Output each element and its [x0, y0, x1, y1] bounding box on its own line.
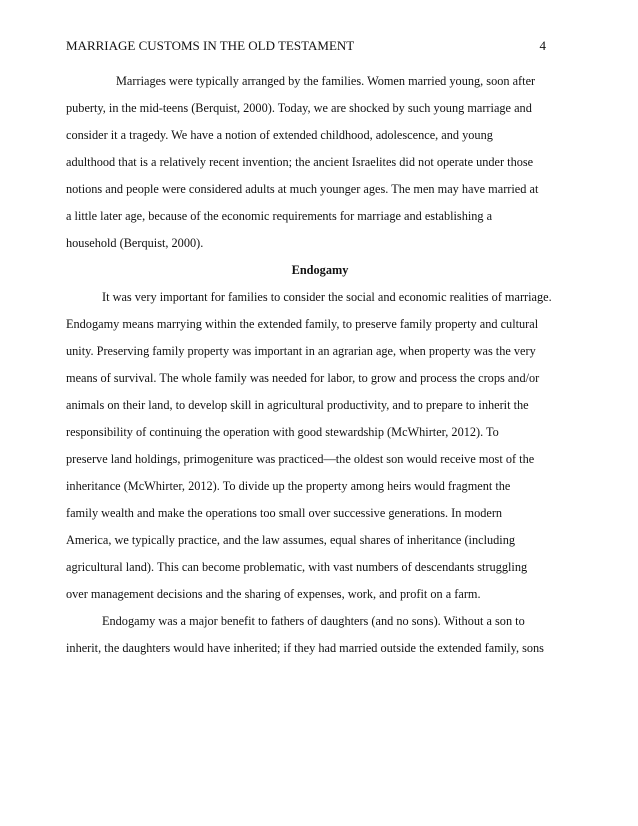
paragraph-2	[66, 284, 574, 608]
text-line: notions and people were considered adults at much younger ages. The men may have married at	[66, 182, 539, 196]
text-line: family wealth and make the operations too small over successive generations. In modern	[66, 506, 503, 520]
text-line: over management decisions and the sharing of expenses, work, and profit on a farm.	[66, 587, 481, 601]
text-line: Marriages were typically arranged by the families. Women married young, soon after	[116, 74, 536, 88]
text-line: adulthood that is a relatively recent invention; the ancient Israelites did not operate under those	[66, 155, 534, 169]
text-line: agricultural land). This can become problematic, with vast numbers of descendants struggling	[66, 560, 528, 574]
text-line: consider it a tragedy. We have a notion of extended childhood, adolescence, and young	[66, 128, 493, 142]
text-line: Endogamy was a major benefit to fathers of daughters (and no sons). Without a son to	[102, 614, 525, 628]
running-head: MARRIAGE CUSTOMS IN THE OLD TESTAMENT	[66, 38, 355, 53]
text-line: Endogamy means marrying within the extended family, to preserve family property and cultural	[66, 317, 539, 331]
text-line: animals on their land, to develop skill in agricultural productivity, and to prepare to inherit the	[66, 398, 529, 412]
text-line: a little later age, because of the economic requirements for marriage and establishing a	[66, 209, 493, 223]
text-line: inheritance (McWhirter, 2012). To divide up the property among heirs would fragment the	[66, 479, 511, 493]
text-line: household (Berquist, 2000).	[66, 236, 204, 250]
text-line: America, we typically practice, and the law assumes, equal shares of inheritance (including	[66, 533, 516, 547]
text-line: responsibility of continuing the operation with good stewardship (McWhirter, 2012). To	[66, 425, 499, 439]
section-heading: Endogamy	[291, 263, 349, 277]
document-body	[66, 68, 574, 662]
text-line: unity. Preserving family property was important in an agrarian age, when property was the very	[66, 344, 536, 358]
paragraph-3	[66, 608, 574, 662]
page-number: 4	[539, 38, 546, 53]
page-header	[66, 38, 546, 54]
text-line: puberty, in the mid-teens (Berquist, 2000). Today, we are shocked by such young marriage and	[66, 101, 532, 115]
text-line: inherit, the daughters would have inherited; if they had married outside the extended family, sons	[66, 641, 544, 655]
text-line: means of survival. The whole family was needed for labor, to grow and process the crops and/or	[66, 371, 540, 385]
paragraph-1	[66, 68, 574, 257]
text-line: It was very important for families to consider the social and economic realities of marriage.	[102, 290, 552, 304]
text-line: preserve land holdings, primogeniture was practiced—the oldest son would receive most of the	[66, 452, 535, 466]
